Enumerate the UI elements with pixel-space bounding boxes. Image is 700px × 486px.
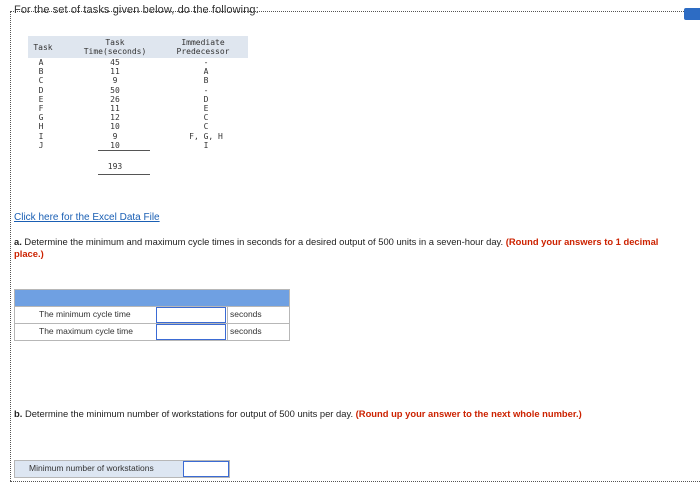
intro-text: For the set of tasks given below, do the following: [14, 4, 259, 16]
task-row [28, 58, 248, 67]
header-task-time [80, 38, 150, 56]
task-cell: J [38, 140, 44, 150]
part-b-question [14, 408, 674, 420]
task-cell: B [38, 67, 44, 77]
task-cell: H [38, 122, 44, 132]
predecessor-cell: D [203, 94, 209, 104]
task-cell: E [38, 94, 44, 104]
task-cell: D [38, 85, 44, 95]
predecessor-cell: C [203, 113, 209, 123]
header-task: Task [33, 43, 53, 52]
task-row [28, 76, 248, 85]
predecessor-cell: E [203, 104, 209, 113]
question-frame-left [10, 11, 11, 481]
task-row [28, 113, 248, 122]
predecessor-cell: - [203, 58, 209, 67]
workstations-label: Minimum number of workstations [29, 463, 154, 473]
predecessor-cell: A [203, 67, 209, 77]
task-cell: F [38, 104, 44, 113]
total-rule-top [98, 150, 150, 151]
predecessor-cell: I [203, 140, 209, 150]
predecessor-cell: C [203, 122, 209, 132]
predecessor-cell: - [203, 85, 209, 95]
time-cell: 10 [110, 140, 120, 150]
part-a-hint: (Round your answers to 1 decimal place.) [14, 236, 659, 259]
predecessor-cell: F, G, H [189, 131, 223, 141]
part-a-text: Determine the minimum and maximum cycle times in seconds for a desired output of 500 units in a seven-hour day. [21, 236, 504, 247]
max-cycle-label: The maximum cycle time [39, 326, 133, 336]
time-cell: 9 [112, 76, 118, 86]
time-cell: 45 [110, 58, 120, 67]
part-a-question [14, 236, 674, 260]
task-table-header [28, 36, 248, 58]
min-cycle-label: The minimum cycle time [39, 309, 131, 319]
workstations-input[interactable] [183, 461, 229, 477]
part-b-lead: b. [14, 408, 23, 419]
task-cell: C [38, 76, 44, 86]
time-cell: 50 [110, 85, 120, 95]
part-b-text: Determine the minimum number of workstations for output of 500 units per day. [22, 408, 354, 419]
predecessor-cell: B [203, 76, 209, 86]
total-time: 193 [107, 162, 123, 171]
task-cell: A [38, 58, 44, 67]
task-cell: I [38, 131, 44, 141]
excel-data-link[interactable]: Click here for the Excel Data File [14, 212, 160, 223]
max-cycle-input[interactable] [156, 324, 226, 340]
time-cell: 11 [110, 104, 120, 113]
header-pred-line2: Predecessor [176, 47, 230, 56]
task-row [28, 95, 248, 104]
task-row [28, 141, 248, 150]
task-row [28, 132, 248, 141]
min-cycle-unit-cell [227, 307, 291, 323]
total-rule-bottom [98, 174, 150, 175]
part-b-hint: (Round up your answer to the next whole number.) [355, 408, 582, 419]
cycle-time-answer-table [14, 289, 290, 341]
header-time-line2: Time(seconds) [83, 47, 147, 56]
task-row [28, 122, 248, 131]
header-pred-line1: Immediate [181, 38, 225, 47]
time-cell: 12 [110, 113, 120, 123]
part-a-lead: a. [14, 236, 22, 247]
task-row [28, 104, 248, 113]
corner-tab[interactable] [684, 8, 700, 20]
min-cycle-row [14, 307, 290, 324]
max-cycle-row [14, 324, 290, 341]
header-predecessor [168, 38, 238, 56]
answer-table-header [14, 289, 290, 307]
min-cycle-input[interactable] [156, 307, 226, 323]
min-cycle-unit: seconds [230, 309, 262, 319]
workstations-answer-box [14, 460, 230, 478]
max-cycle-unit: seconds [230, 326, 262, 336]
time-cell: 26 [110, 94, 120, 104]
header-time-line1: Task [105, 38, 125, 47]
time-cell: 9 [112, 131, 118, 141]
max-cycle-unit-cell [227, 324, 291, 340]
time-cell: 10 [110, 122, 120, 132]
question-frame-bottom [10, 481, 700, 482]
task-cell: G [38, 113, 44, 123]
task-row [28, 86, 248, 95]
time-cell: 11 [110, 67, 120, 77]
task-row [28, 67, 248, 76]
